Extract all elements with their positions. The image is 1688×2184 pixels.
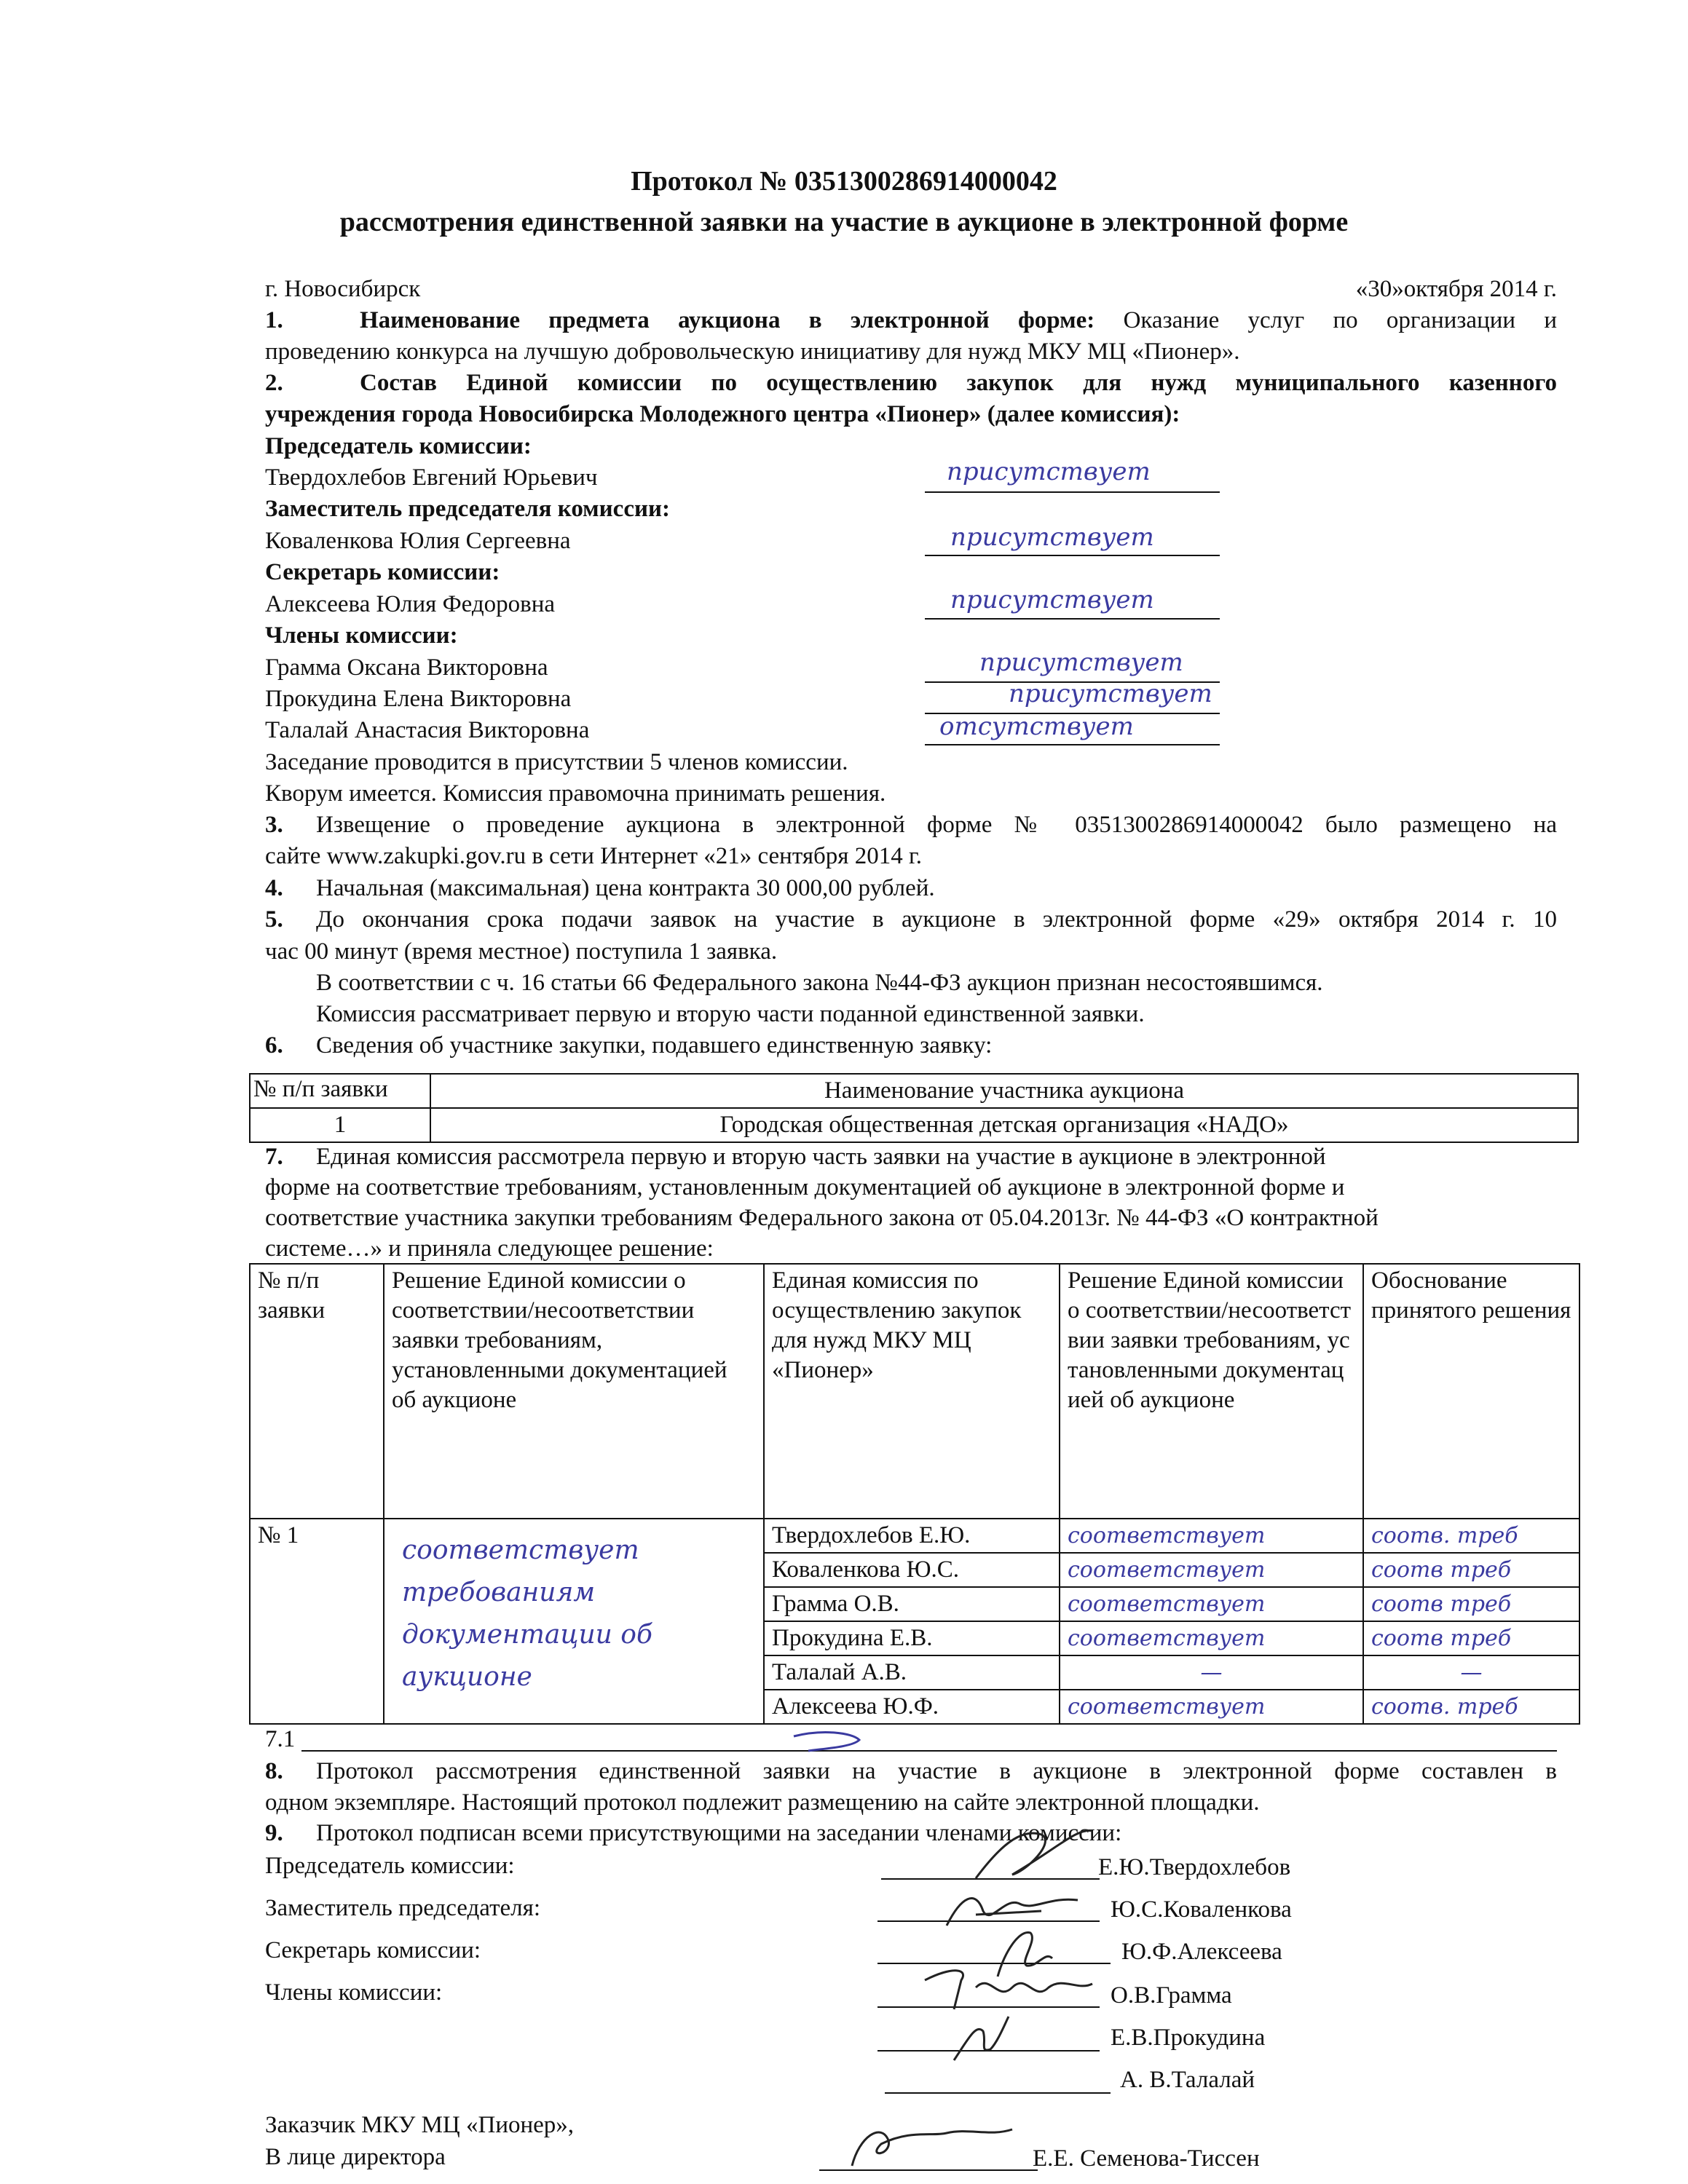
decision-header-number: № п/п заявки [250, 1264, 384, 1519]
members-label: Члены комиссии: [265, 622, 458, 649]
member-decision-handwriting: соответствует [1068, 1557, 1266, 1583]
member2-name: Прокудина Елена Викторовна [265, 686, 572, 712]
member-decision [1060, 1553, 1363, 1587]
director-signature-icon [837, 2108, 1027, 2173]
item7-line3: соответствие участника закупки требованиям Федерального закона от 05.04.2013г. № 44-ФЗ «О контрактной [265, 1205, 1379, 1231]
member3-mark: отсутствует [939, 712, 1134, 741]
secretary-label: Секретарь комиссии: [265, 559, 500, 585]
customer-line-1: Заказчик МКУ МЦ «Пионер», [265, 2112, 575, 2138]
item3-line2: сайте www.zakupki.gov.ru в сети Интернет «21» сентября 2014 г. [265, 843, 923, 869]
item2-num: 2. [265, 370, 283, 396]
sig-director-name: Е.Е. Семенова-Тиссен [1033, 2145, 1260, 2172]
member-reason-handwriting: соотв. треб [1371, 1523, 1518, 1548]
member1-signature-icon [910, 1958, 1100, 2017]
secretary-mark: присутствует [950, 585, 1154, 614]
member3-name: Талалай Анастасия Викторовна [265, 717, 590, 743]
member2-mark: присутствует [1009, 679, 1212, 708]
member-decision [1060, 1621, 1363, 1655]
member-decision-handwriting: соответствует [1068, 1626, 1266, 1651]
chair-mark: присутствует [947, 457, 1151, 486]
member-reason-handwriting: соотв треб [1371, 1626, 1512, 1651]
decision-header-reason: Обоснование принятого решения [1363, 1264, 1579, 1519]
item71-line [301, 1750, 1557, 1752]
title-line-2: рассмотрения единственной заявки на участие в аукционе в электронной форме [339, 207, 1349, 237]
session-line-1: Заседание проводится в присутствии 5 членов комиссии. [265, 749, 848, 775]
item6-text: Сведения об участнике закупки, подавшего единственную заявку: [316, 1032, 993, 1059]
item5-line4: Комиссия рассматривает первую и вторую части поданной единственной заявки. [316, 1001, 1145, 1027]
member-name: Твердохлебов Е.Ю. [764, 1519, 1060, 1553]
secretary-mark-line [925, 618, 1220, 620]
item7-line1: Единая комиссия рассмотрела первую и вторую часть заявки на участие в аукционе в электронной [316, 1144, 1326, 1170]
deputy-mark-line [925, 555, 1220, 556]
item1-line2: проведению конкурса на лучшую добровольческую инициативу для нужд МКУ МЦ «Пионер». [265, 339, 1240, 365]
member-name: Прокудина Е.В. [764, 1621, 1060, 1655]
member-name: Грамма О.В. [764, 1587, 1060, 1621]
sig-deputy-name: Ю.С.Коваленкова [1111, 1896, 1292, 1923]
member-reason [1363, 1621, 1579, 1655]
item8-line2: одном экземпляре. Настоящий протокол подлежит размещению на сайте электронной площадки. [265, 1789, 1260, 1816]
member-name: Алексеева Ю.Ф. [764, 1690, 1060, 1724]
secretary-name: Алексеева Юлия Федоровна [265, 591, 556, 617]
participants-cell-number: 1 [250, 1108, 430, 1142]
member-name: Коваленкова Ю.С. [764, 1553, 1060, 1587]
sig-secretary-label: Секретарь комиссии: [265, 1937, 481, 1963]
member1-mark: присутствует [979, 648, 1183, 677]
member-decision [1060, 1655, 1363, 1690]
member-reason [1363, 1690, 1579, 1724]
item4-text: Начальная (максимальная) цена контракта 30 000,00 рублей. [316, 875, 935, 901]
item8-num: 8. [265, 1758, 283, 1784]
decision-table [249, 1263, 1580, 1725]
member2-signature-icon [939, 2009, 1027, 2068]
item7-line2: форме на соответствие требованиям, установленным документацией об аукционе в электронной форме и [265, 1174, 1345, 1200]
member-reason [1363, 1655, 1579, 1690]
item71-num: 7.1 [265, 1726, 296, 1752]
member-reason-handwriting: соотв треб [1371, 1557, 1512, 1583]
member1-name: Грамма Оксана Викторовна [265, 654, 548, 681]
decision-header-solution: Решение Единой комиссии о соответствии/несоответствии заявки требованиям, установленными документацией об аукционе [384, 1264, 764, 1519]
item5-line1: До окончания срока подачи заявок на участие в аукционе в электронной форме «29» октября 2014 г. 10 [316, 906, 1557, 933]
decision-header-commission: Единая комиссия по осуществлению закупок для нужд МКУ МЦ «Пионер» [764, 1264, 1060, 1519]
item5-num: 5. [265, 906, 283, 933]
decision-row-solution [384, 1519, 764, 1724]
sig-deputy-label: Заместитель председателя: [265, 1895, 540, 1921]
member-reason [1363, 1587, 1579, 1621]
item1-line1 [360, 305, 1557, 336]
customer-line-2: В лице директора [265, 2144, 446, 2170]
decision-row-number: № 1 [250, 1519, 384, 1724]
sig-member2-name: Е.В.Прокудина [1111, 2025, 1266, 2051]
member-reason [1363, 1519, 1579, 1553]
item6-num: 6. [265, 1032, 283, 1059]
deputy-mark: присутствует [950, 523, 1154, 552]
table-row [250, 1519, 1579, 1553]
chair-name: Твердохлебов Евгений Юрьевич [265, 464, 598, 491]
item1-num: 1. [265, 307, 283, 333]
decision-header-member-decision: Решение Единой комиссии о соответствии/несоответствии заявки требованиям, установленными документацией об аукционе [1060, 1264, 1363, 1519]
item9-num: 9. [265, 1820, 283, 1846]
participants-header-name: Наименование участника аукциона [430, 1074, 1578, 1108]
member-name: Талалай А.В. [764, 1655, 1060, 1690]
sig-chair-label: Председатель комиссии: [265, 1853, 515, 1879]
table-row [250, 1264, 1579, 1519]
sig-member3-line [885, 2092, 1111, 2094]
deputy-name: Коваленкова Юлия Сергеевна [265, 528, 571, 554]
member-decision-handwriting: соответствует [1068, 1591, 1266, 1617]
city: г. Новосибирск [265, 276, 421, 302]
sig-chair-name: Е.Ю.Твердохлебов [1098, 1854, 1291, 1880]
member-decision [1060, 1519, 1363, 1553]
item9-text: Протокол подписан всеми присутствующими на заседании членами комиссии: [316, 1820, 1122, 1846]
item5-line2: час 00 минут (время местное) поступила 1 заявка. [265, 938, 778, 965]
member3-mark-line [925, 744, 1220, 745]
table-row [250, 1108, 1578, 1142]
item8-line1: Протокол рассмотрения единственной заявки на участие в аукционе в электронной форме составлен в [316, 1758, 1557, 1784]
date: «30»октября 2014 г. [1355, 276, 1557, 302]
decision-row-solution-handwriting: соответствует требованиям документации об аукционе [402, 1535, 652, 1692]
item2-line2: учреждения города Новосибирска Молодежного центра «Пионер» (далее комиссия): [265, 401, 1180, 427]
item3-line1: Извещение о проведение аукциона в электронной форме № 0351300286914000042 было размещено на [316, 812, 1557, 838]
deputy-label: Заместитель председателя комиссии: [265, 496, 670, 522]
item3-num: 3. [265, 812, 283, 838]
item5-line3: В соответствии с ч. 16 статьи 66 Федерального закона №44-ФЗ аукцион признан несостоявшимся. [316, 970, 1323, 996]
session-line-2: Кворум имеется. Комиссия правомочна принимать решения. [265, 780, 886, 807]
participants-table [249, 1073, 1579, 1143]
member-reason-handwriting: соотв треб [1371, 1591, 1512, 1617]
item7-num: 7. [265, 1144, 283, 1170]
item4-num: 4. [265, 875, 283, 901]
chair-label: Председатель комиссии: [265, 433, 532, 459]
item1-text1: Оказание услуг по организации и [1123, 307, 1557, 333]
chair-mark-line [925, 491, 1220, 493]
participants-header-number: № п/п заявки [250, 1074, 430, 1108]
chair-signature-icon [969, 1820, 1143, 1886]
member-decision-handwriting: соответствует [1068, 1694, 1266, 1720]
title-line-1: Протокол № 0351300286914000042 [631, 166, 1057, 197]
member-reason [1363, 1553, 1579, 1587]
item7-line4: системе…» и приняла следующее решение: [265, 1235, 714, 1262]
sig-members-label: Члены комиссии: [265, 1979, 443, 2006]
member-reason-handwriting: соотв. треб [1371, 1694, 1518, 1720]
item2-line1: Состав Единой комиссии по осуществлению закупок для нужд муниципального казенного [360, 370, 1557, 396]
item1-label: Наименование предмета аукциона в электронной форме: [360, 307, 1095, 333]
member-reason-handwriting: — [1460, 1660, 1483, 1685]
item71-stroke-icon [786, 1725, 874, 1754]
member-decision-handwriting: соответствует [1068, 1523, 1266, 1548]
sig-secretary-name: Ю.Ф.Алексеева [1121, 1939, 1282, 1965]
member-decision [1060, 1690, 1363, 1724]
sig-member3-name: А. В.Талалай [1120, 2067, 1255, 2093]
member-decision [1060, 1587, 1363, 1621]
sig-member1-name: О.В.Грамма [1111, 1982, 1232, 2009]
participants-cell-name: Городская общественная детская организация «НАДО» [430, 1108, 1578, 1142]
table-row [250, 1074, 1578, 1108]
member-decision-handwriting: — [1200, 1660, 1223, 1685]
